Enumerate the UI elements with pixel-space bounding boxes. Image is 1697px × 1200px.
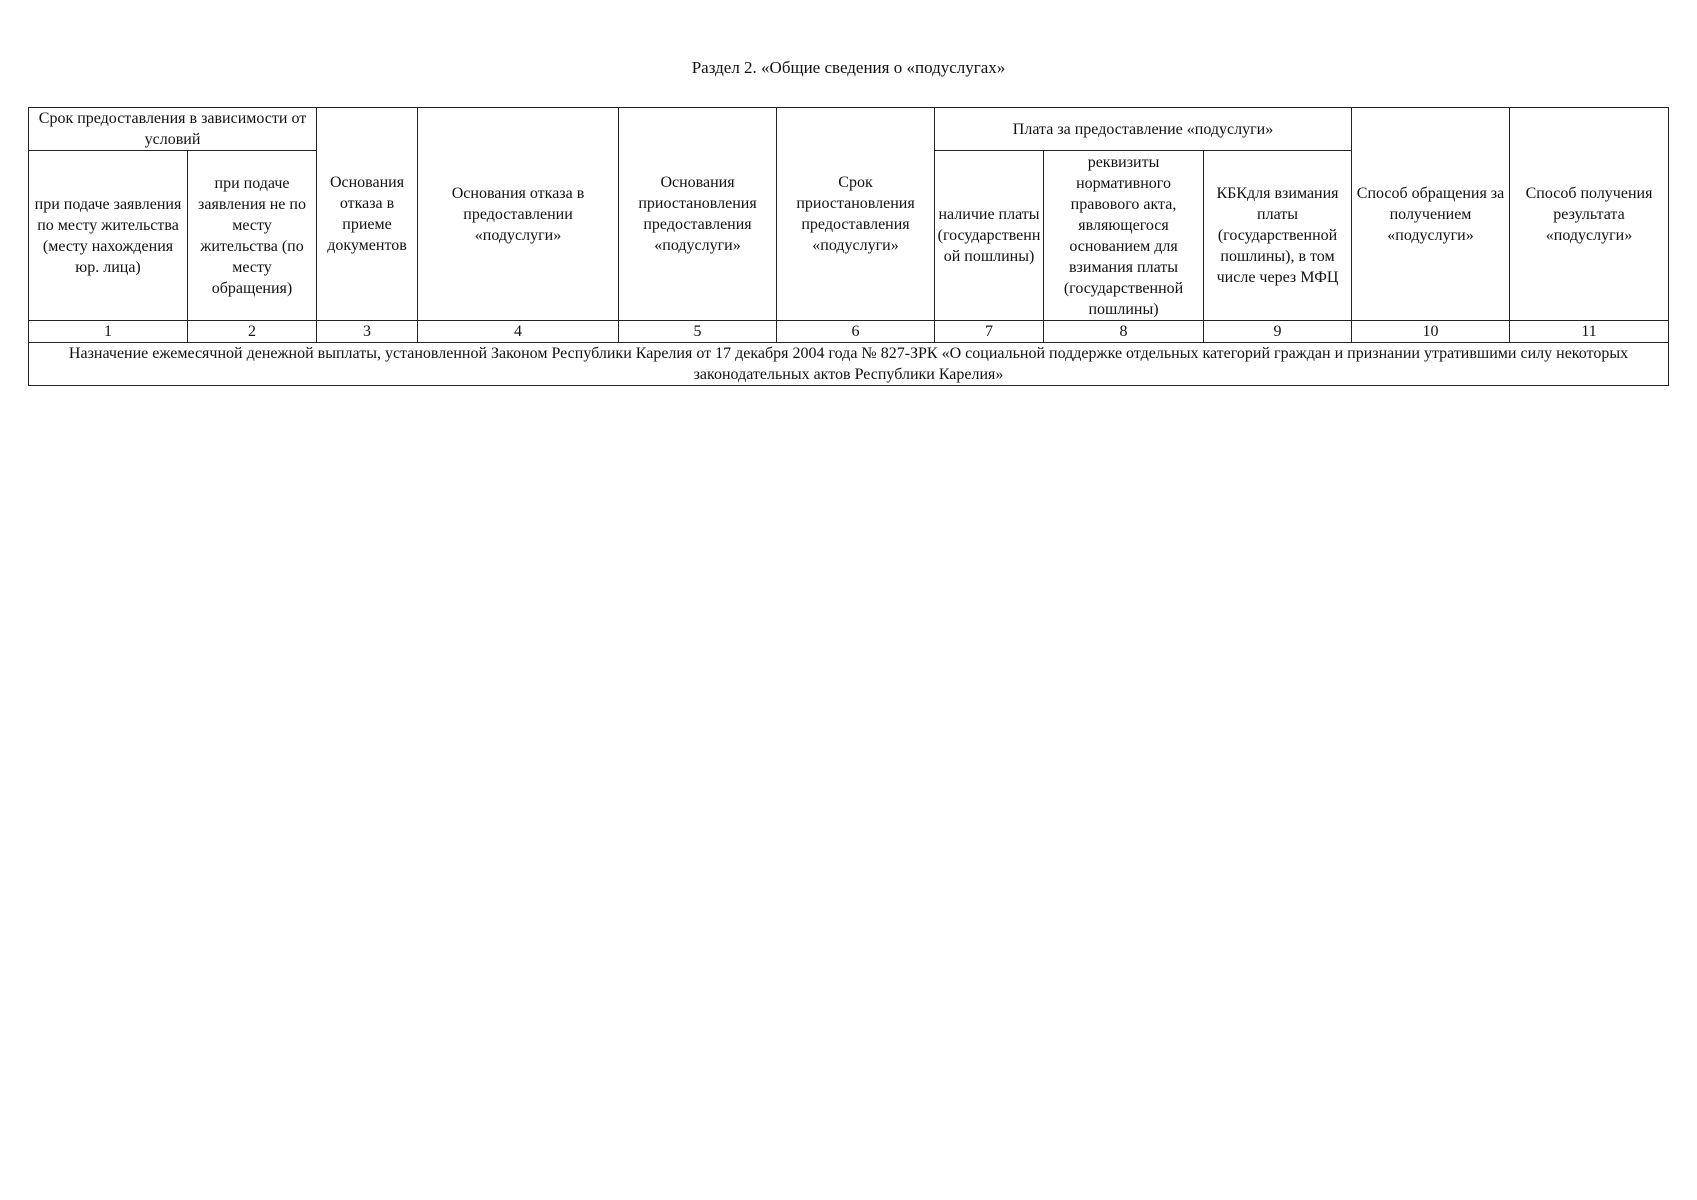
header-col-7: наличие платы (государственной пошлины) [935,151,1044,321]
column-number: 6 [777,321,935,343]
column-number: 10 [1352,321,1510,343]
header-col-3: Основания отказа в приеме документов [317,108,418,321]
header-term-group: Срок предоставления в зависимости от условий [29,108,317,151]
header-col-6: Срок приостановления предоставления «подуслуги» [777,108,935,321]
header-col-5: Основания приостановления предоставления «подуслуги» [619,108,777,321]
column-number: 5 [619,321,777,343]
section-title: Раздел 2. «Общие сведения о «подуслугах» [691,58,1006,77]
column-number: 1 [29,321,188,343]
header-col-1: при подаче заявления по месту жительства (месту нахождения юр. лица) [29,151,188,321]
column-number: 9 [1204,321,1352,343]
column-number: 7 [935,321,1044,343]
service-row [29,343,1669,386]
header-col-9: КБКдля взимания платы (государственной пошлины), в том числе через МФЦ [1204,151,1352,321]
column-number: 11 [1510,321,1669,343]
header-col-11: Способ получения результата «подуслуги» [1510,108,1669,321]
column-number: 3 [317,321,418,343]
subservice-info-table [28,107,1669,386]
header-col-4: Основания отказа в предоставлении «подуслуги» [418,108,619,321]
column-number-row [29,321,1669,343]
column-number: 8 [1044,321,1204,343]
column-number: 4 [418,321,619,343]
header-col-10: Способ обращения за получением «подуслуги» [1352,108,1510,321]
header-col-2: при подаче заявления не по месту жительства (по месту обращения) [188,151,317,321]
column-number: 2 [188,321,317,343]
header-fee-group: Плата за предоставление «подуслуги» [935,108,1352,151]
service-name: Назначение ежемесячной денежной выплаты, установленной Законом Республики Карелия от 17 декабря 2004 года № 827-ЗРК «О социальной поддержке отдельных категорий граждан и признании утратившими силу некоторых законодательных актов Республики Карелия» [29,343,1669,386]
header-col-8: реквизиты нормативного правового акта, являющегося основанием для взимания платы (государственной пошлины) [1044,151,1204,321]
header-group-row [29,108,1669,151]
